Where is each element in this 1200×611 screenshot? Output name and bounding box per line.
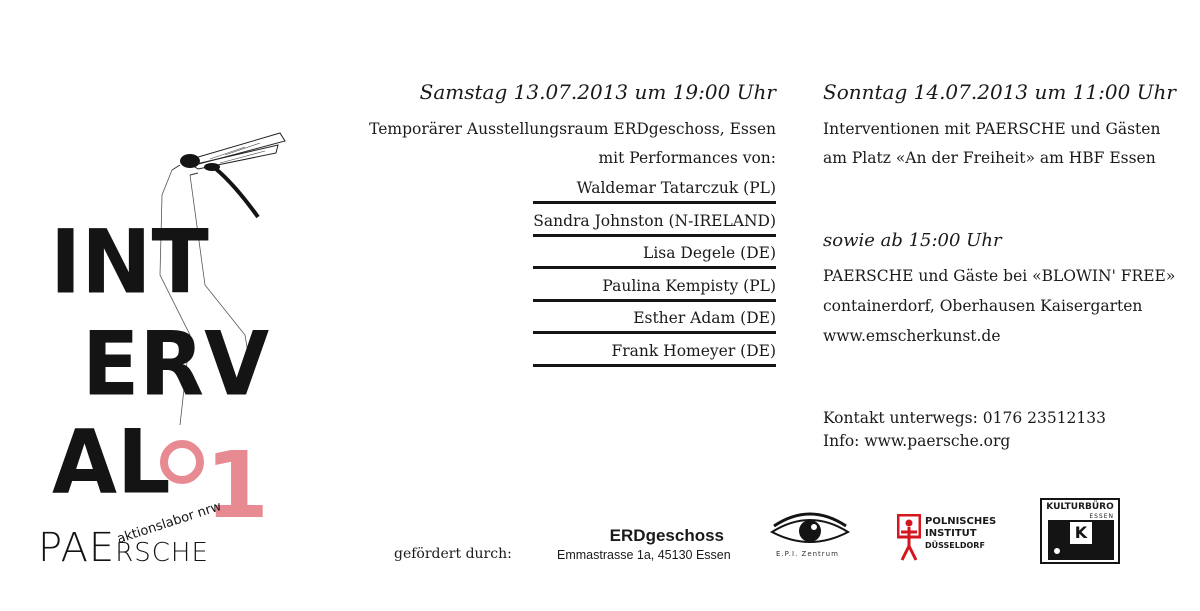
day2-subheading: sowie ab 15:00 Uhr	[823, 230, 1002, 251]
day2-line3: PAERSCHE und Gäste bei «BLOWIN' FREE»	[823, 267, 1176, 285]
day2-heading: Sonntag 14.07.2013 um 11:00 Uhr	[823, 80, 1176, 104]
performer-name: Waldemar Tatarczuk (PL)	[576, 179, 776, 197]
degree-mark	[160, 440, 204, 484]
title-row-2: ERV	[82, 312, 270, 416]
day2-line2: am Platz «An der Freiheit» am HBF Essen	[823, 149, 1156, 167]
polish-institute-icon	[897, 514, 921, 562]
kulturbuero-logo	[1040, 498, 1120, 564]
performer-item	[533, 175, 776, 204]
performer-item	[533, 338, 776, 367]
polish-institute-line: POLNISCHES	[925, 516, 997, 527]
event-poster-art	[0, 0, 380, 611]
day1-heading: Samstag 13.07.2013 um 19:00 Uhr	[419, 80, 776, 104]
kulturbuero-sub: ESSEN	[1089, 513, 1114, 520]
polish-institute-line: INSTITUT	[925, 528, 977, 539]
title-row-3: AL	[52, 410, 171, 514]
emscherkunst-link[interactable]: www.emscherkunst.de	[823, 327, 1001, 345]
title-number: 1	[205, 432, 270, 539]
performer-item	[533, 208, 776, 237]
kulturbuero-block	[1048, 520, 1114, 560]
kulturbuero-title: KULTURBÜRO	[1046, 502, 1114, 512]
kulturbuero-dot	[1054, 548, 1060, 554]
erdgeschoss-name: ERDgeschoss	[609, 526, 724, 545]
contact-phone: Kontakt unterwegs: 0176 23512133	[823, 409, 1107, 427]
sponsors-label: gefördert durch:	[394, 546, 512, 562]
polish-institute-line: DÜSSELDORF	[925, 541, 985, 550]
polish-institute-text	[925, 516, 996, 552]
day1-intro: mit Performances von:	[598, 149, 776, 167]
performer-name: Paulina Kempisty (PL)	[602, 276, 776, 295]
performer-item	[533, 240, 776, 269]
day2-line1: Interventionen mit PAERSCHE und Gästen	[823, 120, 1161, 138]
performer-item	[533, 273, 776, 302]
logo-tagline: aktionslabor nrw	[115, 499, 224, 547]
title-row-1: INT	[50, 210, 209, 314]
performer-name: Esther Adam (DE)	[633, 309, 776, 327]
performer-list	[533, 175, 776, 370]
kulturbuero-letter: K	[1070, 522, 1092, 544]
logo-rest: RSCHE	[115, 538, 209, 568]
performer-name: Sandra Johnston (N-IRELAND)	[533, 211, 776, 230]
performer-name: Frank Homeyer (DE)	[611, 341, 776, 360]
logo-main: PAE	[38, 525, 116, 571]
performer-name: Lisa Degele (DE)	[643, 244, 776, 262]
info-link[interactable]: Info: www.paersche.org	[823, 432, 1011, 450]
day2-line4: containerdorf, Oberhausen Kaisergarten	[823, 297, 1143, 315]
day1-venue: Temporärer Ausstellungsraum ERDgeschoss, Essen	[369, 120, 776, 138]
performer-item	[533, 305, 776, 334]
epi-zentrum-label: E.P.I. Zentrum	[776, 550, 839, 558]
erdgeschoss-address: Emmastrasse 1a, 45130 Essen	[557, 548, 731, 562]
eye-logo-icon	[770, 512, 850, 550]
